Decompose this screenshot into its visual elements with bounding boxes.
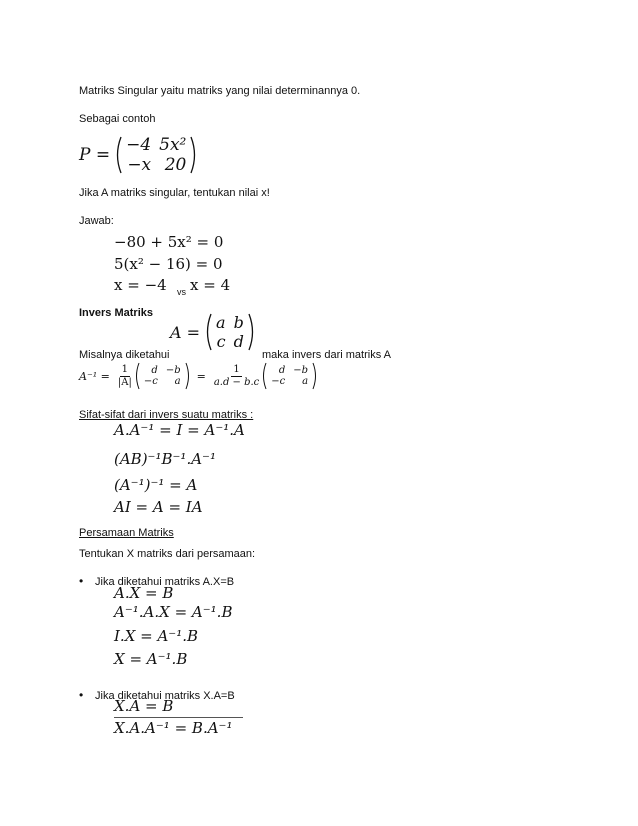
example-label: Sebagai contoh <box>79 113 156 125</box>
equation-heading: Persamaan Matriks <box>79 527 174 539</box>
numerator: 1 <box>233 363 240 375</box>
left-paren-icon <box>204 313 212 351</box>
adj-cell: −b <box>165 365 181 376</box>
adj-cell: −c <box>143 376 158 387</box>
adj-cell: a <box>174 376 181 387</box>
properties-heading: Sifat-sifat dari invers suatu matriks : <box>79 409 254 421</box>
p-cell: −x <box>127 155 152 175</box>
case-2-label: Jika diketahui matriks X.A=B <box>95 690 235 702</box>
adj-cell: d <box>151 365 158 376</box>
adj-cell: a <box>302 376 309 387</box>
bullet-icon: • <box>79 688 84 702</box>
fraction-2 <box>212 364 261 389</box>
left-paren-icon <box>114 136 122 174</box>
property-4: AI = A = IA <box>114 498 203 516</box>
case-1-step-2: A⁻¹.A.X = A⁻¹.B <box>114 603 233 621</box>
inverse-heading: Invers Matriks <box>79 307 153 319</box>
numerator: 1 <box>121 363 129 375</box>
a-lhs: A = <box>170 322 201 342</box>
answer-label: Jawab: <box>79 215 114 227</box>
adj-matrix-2 <box>261 362 318 390</box>
p-cell: −4 <box>126 135 152 155</box>
p-cell: 5x² <box>159 135 187 155</box>
a-cell: b <box>233 313 244 332</box>
a-cell: d <box>233 332 244 351</box>
p-cell: 20 <box>164 155 187 175</box>
adj-cell: −c <box>271 376 286 387</box>
inverse-formula <box>79 362 318 390</box>
denominator: |A| <box>117 376 132 388</box>
fraction-1 <box>116 364 134 389</box>
adj-cell: d <box>278 365 286 376</box>
right-paren-icon <box>248 313 256 351</box>
adj-cell: −b <box>293 365 309 376</box>
case-1-step-3: I.X = A⁻¹.B <box>114 627 199 645</box>
divider-line <box>114 717 243 718</box>
step-3b: x = 4 <box>190 276 231 294</box>
case-2-step-1: X.A = B <box>114 697 174 715</box>
a-cell: a <box>216 313 226 332</box>
step-2: 5(x² − 16) = 0 <box>114 255 223 273</box>
denominator: a.d − b.c <box>213 376 260 388</box>
adj-matrix-1 <box>134 362 191 390</box>
right-paren-icon <box>312 362 318 390</box>
bullet-icon: • <box>79 574 84 588</box>
known-label: Misalnya diketahui <box>79 349 170 361</box>
vs-label: vs <box>177 287 186 297</box>
case-2-step-2: X.A.A⁻¹ = B.A⁻¹ <box>114 719 233 737</box>
definition-text: Matriks Singular yaitu matriks yang nilai determinannya 0. <box>79 85 361 97</box>
equals-sign: = <box>196 369 206 383</box>
matrix-A <box>170 313 256 351</box>
question-text: Jika A matriks singular, tentukan nilai x! <box>79 187 270 199</box>
property-1: A.A⁻¹ = I = A⁻¹.A <box>114 421 245 439</box>
a-matrix <box>204 313 256 351</box>
step-1: −80 + 5x² = 0 <box>114 233 224 251</box>
right-paren-icon <box>190 136 198 174</box>
right-paren-icon <box>185 362 191 390</box>
matrix-P <box>79 135 198 175</box>
p-matrix <box>114 135 198 175</box>
step-3a: x = −4 <box>114 276 167 294</box>
a-cell: c <box>216 332 226 351</box>
case-1-label: Jika diketahui matriks A.X=B <box>95 576 235 588</box>
p-lhs: P = <box>79 145 111 165</box>
case-1-step-1: A.X = B <box>114 584 174 602</box>
inv-lhs: A⁻¹ = <box>79 369 110 383</box>
property-3: (A⁻¹)⁻¹ = A <box>114 476 198 494</box>
find-x-text: Tentukan X matriks dari persamaan: <box>79 548 256 560</box>
property-2: (AB)⁻¹B⁻¹.A⁻¹ <box>114 450 216 468</box>
inverse-of-label: maka invers dari matriks A <box>262 349 391 361</box>
case-1-step-4: X = A⁻¹.B <box>114 650 188 668</box>
